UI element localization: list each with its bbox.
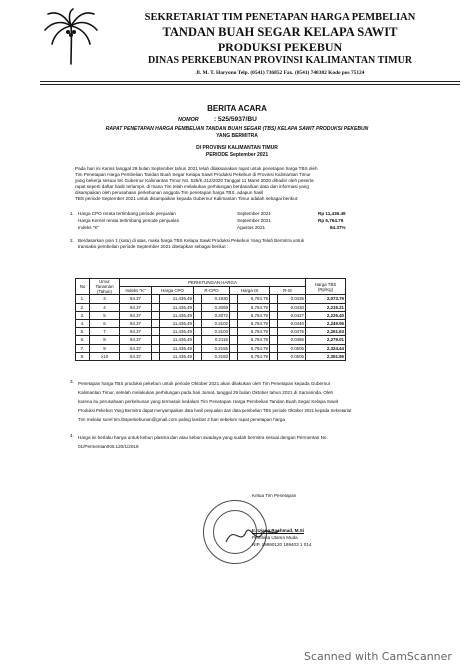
table-cell-tbs: 2,073.79: [306, 295, 346, 303]
table-cell-rp: 0.0486: [278, 336, 306, 344]
table-cell-operator: [152, 328, 160, 336]
table-cell-rp: 0.0435: [278, 295, 306, 303]
table-cell-umur: ≥10: [90, 352, 120, 360]
table-cell-operator: [270, 344, 278, 352]
table-cell-tbs: 2,249.56: [306, 319, 346, 327]
table-cell-k: 84.37: [120, 328, 152, 336]
table-cell-operator: [194, 344, 202, 352]
header-divider-thin: [40, 84, 460, 85]
table-cell-operator: [230, 311, 238, 319]
table-cell-rc: 0.2102: [202, 319, 230, 327]
table-cell-pk: 5,764.79: [238, 336, 270, 344]
header-divider: [40, 81, 460, 82]
point1-pk-value: Rp 5,764.79: [318, 218, 344, 223]
table-cell-operator: [152, 344, 160, 352]
table-row: [76, 344, 346, 352]
table-cell-no: 5.: [76, 328, 90, 336]
table-cell-no: 2.: [76, 303, 90, 311]
table-cell-cpo: 11,436.49: [160, 295, 194, 303]
price-table: [75, 278, 346, 361]
scanner-watermark: Scanned with CamScanner: [304, 650, 452, 663]
table-cell-cpo: 11,436.49: [160, 303, 194, 311]
col-header-harga-cpo: Harga CPO: [152, 287, 194, 295]
point4-line: 01/Permentan/KB.120/1/2018: [78, 444, 139, 449]
doc-title: BERITA ACARA: [207, 104, 267, 113]
nomor-value: : 525/5937/BU: [214, 116, 257, 123]
table-cell-operator: [270, 352, 278, 360]
table-cell-cpo: 11,436.49: [160, 352, 194, 360]
table-row: [76, 295, 346, 303]
table-cell-umur: 5: [90, 311, 120, 319]
table-cell-cpo: 11,436.49: [160, 344, 194, 352]
table-cell-rp: 0.0476: [278, 328, 306, 336]
point3-line: Kalimantan Timur, setelah melakukan perhitungan pada hari Jumat, tanggal 29 bulan Oktober tahun 2021 di Samarinda. Oleh: [78, 390, 334, 395]
header-line3: PRODUKSI PEKEBUN: [217, 40, 343, 54]
signature-nip: NIP. 19690120 199403 1 014: [252, 542, 312, 547]
table-cell-pk: 5,764.79: [238, 295, 270, 303]
table-cell-operator: [194, 336, 202, 344]
table-cell-no: 8.: [76, 352, 90, 360]
table-row: [76, 303, 346, 311]
table-cell-pk: 5,764.79: [238, 303, 270, 311]
table-cell-rc: 0.2155: [202, 344, 230, 352]
table-cell-umur: 4: [90, 303, 120, 311]
table-cell-operator: [270, 311, 278, 319]
table-cell-rc: 0.2115: [202, 336, 230, 344]
point2-text: [78, 238, 304, 250]
point2-line: transaksi pembelian periode September 2021 ditetapkan sebagai berikut :: [78, 244, 229, 249]
table-cell-operator: [270, 336, 278, 344]
table-cell-operator: [230, 352, 238, 360]
col-header-indeks: Indeks "K": [120, 287, 152, 295]
col-header-harga-is: Harga IS: [230, 287, 270, 295]
table-cell-k: 84.37: [120, 311, 152, 319]
table-cell-operator: [230, 344, 238, 352]
point3-line: Produksi Pekebun Yang Bermitra dapat menyampaikan data hasil penjualan dan data pembelian TBS periode Oktober 2021 kepada Sekretariat: [78, 408, 352, 413]
table-row: [76, 336, 346, 344]
point1-cpo-label: Harga CPO rerata tertimbang periode penjualan: [78, 211, 176, 216]
table-cell-umur: 6: [90, 319, 120, 327]
table-cell-operator: [194, 311, 202, 319]
table-cell-operator: [230, 319, 238, 327]
table-cell-pk: 5,764.79: [238, 344, 270, 352]
palm-tree-logo: [42, 8, 100, 66]
table-cell-rc: 0.2069: [202, 303, 230, 311]
table-cell-operator: [152, 352, 160, 360]
point1-k-label: Indeks "K": [78, 225, 100, 230]
subject-line3: DI PROVINSI KALIMANTAN TIMUR: [196, 145, 278, 151]
point4-line: Harga ini berlaku hanya untuk kebun plasma dan atau kebun swadaya yang sudah bermitra sesuai dengan Permentan No.: [78, 435, 328, 440]
table-cell-rc: 0.2072: [202, 311, 230, 319]
table-row: [76, 311, 346, 319]
table-cell-operator: [152, 311, 160, 319]
table-cell-tbs: 2,279.01: [306, 336, 346, 344]
table-cell-operator: [194, 328, 202, 336]
table-cell-rp: 0.0505: [278, 352, 306, 360]
header-line2: TANDAN BUAH SEGAR KELAPA SAWIT: [162, 25, 398, 39]
point2-line: Berdasarkan poin 1 (satu) di atas, maka harga TBS Kelapa Sawit Produksi Pekebun Yang Telah Bermitra untuk: [78, 238, 305, 243]
table-cell-rc: 0.2183: [202, 352, 230, 360]
table-cell-no: 3.: [76, 311, 90, 319]
table-cell-pk: 5,764.79: [238, 319, 270, 327]
table-row: [76, 352, 346, 360]
table-cell-operator: [270, 303, 278, 311]
table-cell-no: 6.: [76, 336, 90, 344]
col-header-r-is: R-IS: [270, 287, 306, 295]
table-cell-umur: 9: [90, 344, 120, 352]
table-cell-umur: 7: [90, 328, 120, 336]
header-line4: DINAS PERKEBUNAN PROVINSI KALIMANTAN TIMUR: [147, 55, 413, 66]
table-cell-no: 4.: [76, 319, 90, 327]
point3-line: Tim melalui surel tim.tbsperkebunan@gmail.com paling lambat 2 hari sebelum rapat penetapan harga: [78, 417, 285, 422]
col-header-harga-tbs: Harga TBS (Rp/Kg): [306, 279, 346, 295]
table-row: [76, 328, 346, 336]
table-cell-umur: 3: [90, 295, 120, 303]
point1-k-value: 84.37%: [330, 225, 346, 230]
signature-rank: Pembina Utama Muda: [252, 535, 298, 540]
table-cell-pk: 5,764.79: [238, 352, 270, 360]
intro-line: Pada hari ini Kamis tanggal 29 bulan September tahun 2021 telah dilaksanakan rapat untuk penetapan harga TBS oleh: [75, 166, 318, 171]
col-header-no: No: [76, 279, 90, 295]
table-cell-rp: 0.0430: [278, 303, 306, 311]
table-cell-rc: 0.1930: [202, 295, 230, 303]
col-header-perhitungan: PERHITUNGAN HARGA: [120, 279, 306, 287]
table-cell-cpo: 11,436.49: [160, 328, 194, 336]
table-cell-tbs: 2,324.44: [306, 344, 346, 352]
table-cell-cpo: 11,436.49: [160, 311, 194, 319]
header-address: Jl. M. T. Haryono Telp. (0541) 736852 Fax. (0541) 748382 Kode pos 75124: [195, 70, 365, 76]
table-cell-no: 1.: [76, 295, 90, 303]
header-line1: SEKRETARIAT TIM PENETAPAN HARGA PEMBELIAN: [144, 12, 416, 23]
table-cell-pk: 5,764.79: [238, 328, 270, 336]
table-cell-operator: [270, 328, 278, 336]
col-header-umur: Umur Tanaman (Tahun): [90, 279, 120, 295]
intro-paragraph: [75, 166, 405, 202]
point3-text: [78, 379, 351, 424]
table-cell-operator: [230, 295, 238, 303]
point3-line: karena itu perusahaan perkebunan yang termasuk kedalam Tim Penetapan Harga Pembelian Tandan Buah Segar Kelapa Sawit: [78, 399, 339, 404]
table-cell-tbs: 2,261.63: [306, 328, 346, 336]
table-cell-operator: [152, 336, 160, 344]
col-header-r-cpo: R-CPO: [194, 287, 230, 295]
table-cell-operator: [152, 303, 160, 311]
signature-name: Ir. Ujang Rachmad, M.Si: [252, 528, 305, 533]
subject-line1: RAPAT PENETAPAN HARGA PEMBELIAN TANDAN BUAH SEGAR (TBS) KELAPA SAWIT PRODUKSI PEKEBUN: [105, 126, 369, 132]
table-cell-operator: [230, 328, 238, 336]
table-cell-tbs: 2,225.40: [306, 311, 346, 319]
table-header-row: [76, 279, 346, 287]
table-cell-rc: 0.2103: [202, 328, 230, 336]
intro-line: yang bekerja sesuai SK Gubernur Kalimantan Timur No. 525/K.212/2020 Tanggal 11 Maret 2020 dihadiri oleh peserta: [75, 178, 314, 183]
table-cell-umur: 8: [90, 336, 120, 344]
table-cell-no: 7.: [76, 344, 90, 352]
table-cell-operator: [270, 319, 278, 327]
table-cell-pk: 5,764.79: [238, 311, 270, 319]
table-cell-operator: [152, 319, 160, 327]
table-cell-operator: [230, 303, 238, 311]
table-cell-k: 84.37: [120, 303, 152, 311]
point1-cpo-period: September 2021: [237, 211, 271, 216]
table-cell-rp: 0.0427: [278, 311, 306, 319]
table-cell-k: 84.37: [120, 319, 152, 327]
table-cell-operator: [194, 303, 202, 311]
table-cell-tbs: 2,351.95: [306, 352, 346, 360]
point1-cpo-value: Rp 11,436.49: [318, 211, 346, 216]
subject-line4: PERIODE September 2021: [205, 152, 269, 158]
point1-k-period: Agustus 2021: [237, 225, 266, 230]
intro-line: rapat seperti daftar hadir terlampir, di mana Tim telah melakukan perhitungan berdasarkan data dan informasi yang: [75, 184, 309, 189]
table-row: [76, 319, 346, 327]
intro-line: TBS periode September 2021 untuk disampaikan kepada Gubernur Kalimantan Timur adalah sebagai berikut:: [75, 196, 299, 201]
point4-number: 4.: [70, 433, 74, 438]
table-cell-operator: [194, 295, 202, 303]
table-cell-operator: [194, 352, 202, 360]
table-cell-cpo: 11,436.49: [160, 336, 194, 344]
point3-line: Penetapan harga TBS produksi pekebun untuk periode Oktober 2021 akan dilakukan oleh Tim Penetapan kepada Gubernur: [78, 381, 331, 386]
point3-number: 3.: [70, 379, 74, 384]
table-cell-operator: [152, 295, 160, 303]
table-cell-k: 84.37: [120, 344, 152, 352]
table-cell-cpo: 11,436.49: [160, 319, 194, 327]
subject-line2: YANG BERMITRA: [216, 133, 258, 139]
table-cell-k: 84.37: [120, 352, 152, 360]
intro-line: Tim Penetapan Harga Pembelian Tandan Buah Segar Kelapa Sawit Produksi Pekebun di Provinsi Kalimantan Timur: [75, 172, 311, 177]
point4-text: [78, 433, 328, 451]
table-cell-operator: [194, 319, 202, 327]
point1-pk-period: September 2021: [237, 218, 271, 223]
intro-line: disampaikan oleh perusahaan perkebunan anggota Tim penetapan harga TBS, adapun hasil: [75, 190, 264, 195]
table-cell-operator: [270, 295, 278, 303]
signature-role: Ketua Tim Penetapan: [252, 493, 297, 498]
table-cell-rp: 0.0440: [278, 319, 306, 327]
point1-number: 1.: [70, 211, 74, 216]
table-cell-rp: 0.0505: [278, 344, 306, 352]
table-cell-k: 84.37: [120, 295, 152, 303]
table-cell-operator: [230, 336, 238, 344]
point2-number: 2.: [70, 238, 74, 243]
table-body: [76, 295, 346, 361]
table-cell-k: 84.37: [120, 336, 152, 344]
nomor-label: NOMOR: [178, 117, 199, 123]
point1-pk-label: Harga Kernel rerata tertimbang periode penjualan: [78, 218, 180, 223]
table-cell-tbs: 2,215.21: [306, 303, 346, 311]
